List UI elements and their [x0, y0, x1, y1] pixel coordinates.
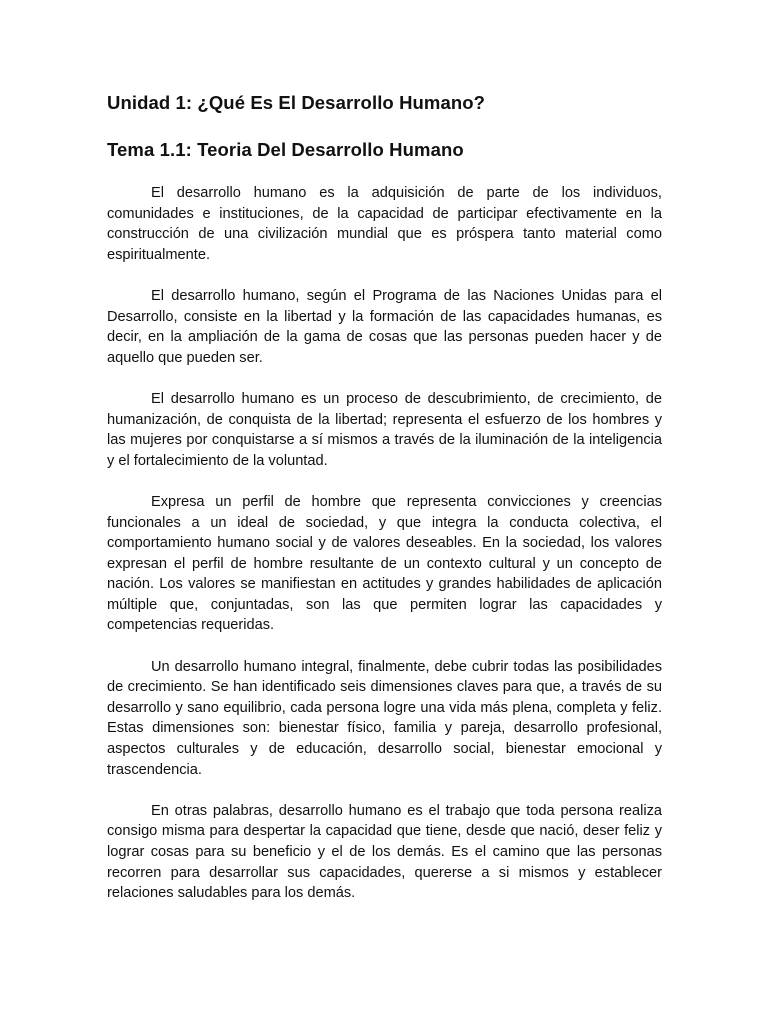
paragraph-values: Expresa un perfil de hombre que representa convicciones y creencias funcionales a un ideal de sociedad, y que integra la conducta colectiva, el comportamiento humano social y de valores deseables. En la sociedad, los valores expresan el perfil de hombre resultante de un contexto cultural y un concepto de nación. Los valores se manifiestan en actitudes y grandes habilidades de aplicación múltiple que, conjuntadas, son las que permiten lograr las capacidades y competencias requeridas. [107, 493, 662, 634]
document-body [107, 90, 662, 924]
paragraph-summary: En otras palabras, desarrollo humano es el trabajo que toda persona realiza consigo misma para despertar la capacidad que tiene, desde que nació, deser feliz y lograr cosas para su beneficio y el de los demás. Es el camino que las personas recorren para desarrollar sus capacidades, quererse a si mismos y establecer relaciones saludables para los demás. [107, 802, 662, 902]
unit-title: Unidad 1: ¿Qué Es El Desarrollo Humano? [107, 92, 486, 113]
paragraph-pnud: El desarrollo humano, según el Programa de las Naciones Unidas para el Desarrollo, consiste en la libertad y la formación de las capacidades humanas, es decir, en la ampliación de la gama de cosas que las personas pueden hacer y de aquello que pueden ser. [107, 287, 662, 366]
paragraph-definition: El desarrollo humano es la adquisición de parte de los individuos, comunidades e instituciones, de la capacidad de participar efectivamente en la construcción de una civilización mundial que es próspera tanto material como espiritualmente. [107, 185, 662, 263]
topic-title: Tema 1.1: Teoria Del Desarrollo Humano [107, 139, 464, 160]
paragraph-dimensions: Un desarrollo humano integral, finalmente, debe cubrir todas las posibilidades de crecimiento. Se han identificado seis dimensiones claves para que, a través de su desarrollo y sano equilibrio, cada persona logre una vida más plena, completa y feliz. Estas dimensiones son: bienestar físico, familia y pareja, desarrollo profesional, aspectos culturales y de educación, desarrollo social, bienestar emocional y trascendencia. [107, 658, 662, 778]
paragraph-process: El desarrollo humano es un proceso de descubrimiento, de crecimiento, de humanización, de conquista de la libertad; representa el esfuerzo de los hombres y las mujeres por conquistarse a sí mismos a través de la iluminación de la inteligencia y el fortalecimiento de la voluntad. [107, 390, 662, 469]
